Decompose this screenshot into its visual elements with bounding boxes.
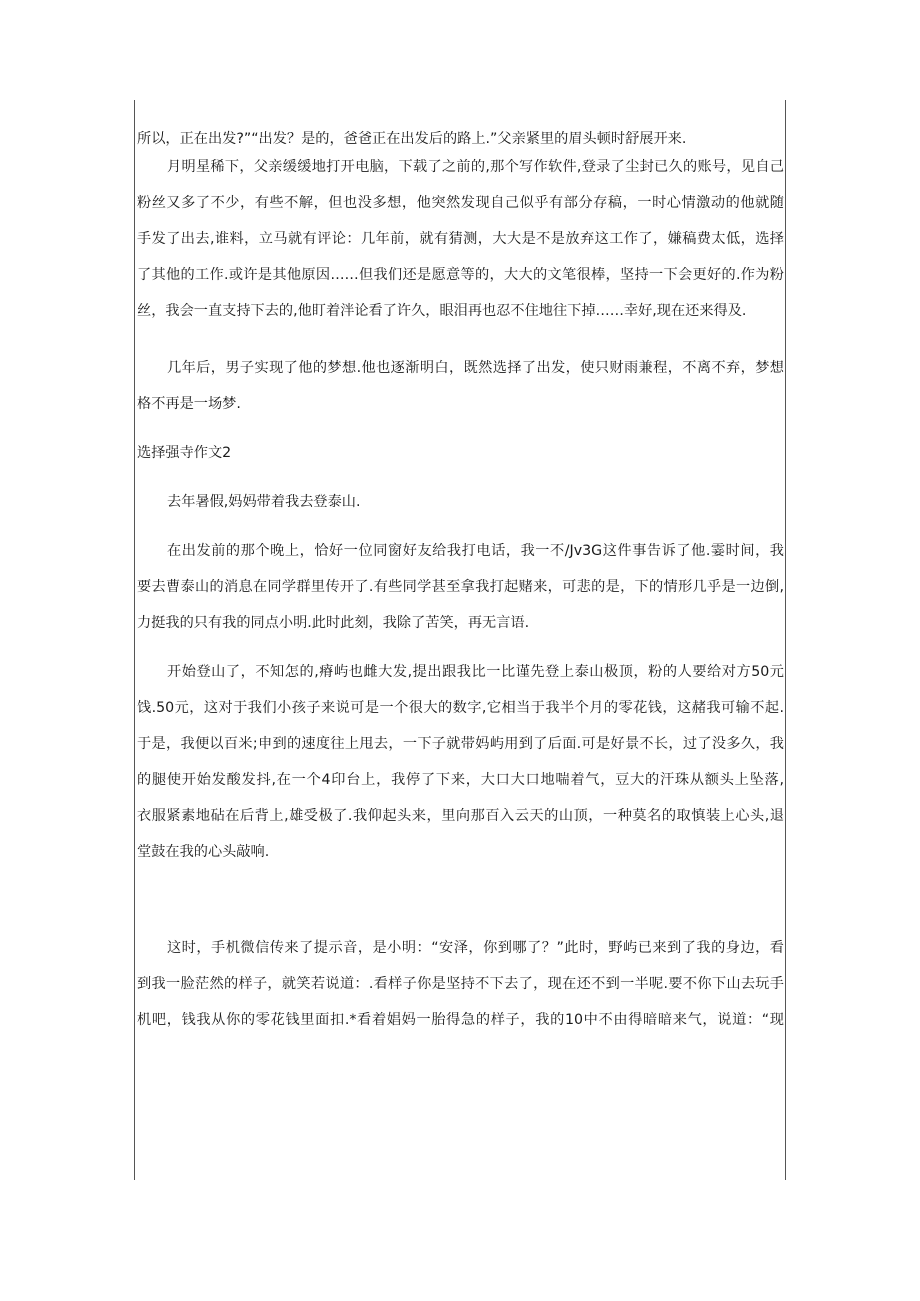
paragraph-line: 几年后，男子实现了他的梦想.他也逐渐明白，既然选择了出发，使只财雨兼程，不离不弃，梦想 [167, 360, 784, 376]
paragraph-line: 在出发前的那个晚上，恰好一位同窗好友给我打电话，我一不/Jv3G这件事告诉了他.霎时间，我 [167, 543, 784, 559]
paragraph-line: 衣服紧素地砧在后背上,雄受极了.我仰起头来，里向那百入云天的山顶，一种莫名的取慎装上心头,退 [137, 808, 784, 824]
page-left-rule [134, 100, 135, 1180]
paragraph-line: 堂鼓在我的心头敲响. [137, 844, 270, 860]
paragraph-line: 饯.50元，这对于我们小孩子来说可是一个很大的数字,它相当于我半个月的零花钱，这赭我可输不起. [137, 700, 784, 716]
paragraph-line: 这时，手机微信传来了提示音，是小明：“安泽，你到哪了？”此时，野屿已来到了我的身边，看 [167, 940, 784, 956]
page-frame [134, 100, 786, 1180]
paragraph-line: 开始登山了，不知怎的,瘠屿也雌大发,提出跟我比一比谨先登上泰山极顶，粉的人要给对方50元 [167, 664, 784, 680]
paragraph-line: 月明星稀下，父亲缓缓地打开电脑，下载了之前的,那个写作软件,登录了尘封已久的账号，见自己 [167, 159, 784, 175]
paragraph-line: 机吧，钱我从你的零花钱里面扣.*看着娼妈一胎得急的样子，我的10中不由得暗暗来气，说道：“现 [137, 1012, 784, 1028]
paragraph-line: 到我一脸茫然的样子，就笑若说道：.看样子你是坚持不下去了，现在还不到一半呢.要不你下山去玩手 [137, 976, 784, 992]
paragraph-line: 手发了出去,谁料，立马就有评论：几年前，就有猜测，大大是不是放弃这工作了，嫌稿费太低，选择 [137, 231, 784, 247]
paragraph-line: 了其他的工作.或许是其他原因……但我们还是愿意等的，大大的文笔很棒，坚持一下会更好的.作为粉 [137, 267, 784, 283]
paragraph-line: 要去曹泰山的消息在同学群里传开了.有些同学甚至拿我打起赌来，可悲的是，下的情形几乎是一边倒, [137, 579, 784, 595]
paragraph-line: 去年暑假,妈妈带着我去登泰山. [167, 494, 361, 510]
paragraph-line: 力挺我的只有我的同点小明.此时此刻，我除了苦笑，再无言语. [137, 615, 530, 631]
page-right-rule [785, 100, 786, 1180]
paragraph-line: 的腿使开始发酸发抖,在一个4印台上，我停了下来，大口大口地喘着气，豆大的汗珠从额头上坠落, [137, 772, 784, 788]
paragraph-line: 粉丝又多了不少，有些不解，但也没多想，他突然发现自己似乎有部分存稿，一时心情激动的他就随 [137, 195, 784, 211]
section-heading: 选择强寺作文2 [137, 445, 232, 461]
paragraph-line: 丝，我会一直支持下去的,他盯着泮论看了许久，眼泪再也忍不住地往下掉……幸好,现在还来得及. [137, 303, 747, 319]
paragraph-line: 于是，我便以百米;申到的速度往上甩去，一下子就带妈屿用到了后面.可是好景不长，过了没多久，我 [137, 736, 784, 752]
paragraph-line: 格不再是一场梦. [137, 396, 241, 412]
paragraph-line: 所以，正在出发?”“出发？是的，爸爸正在出发后的路上.”父亲紧里的眉头顿时舒展开来. [137, 131, 687, 147]
